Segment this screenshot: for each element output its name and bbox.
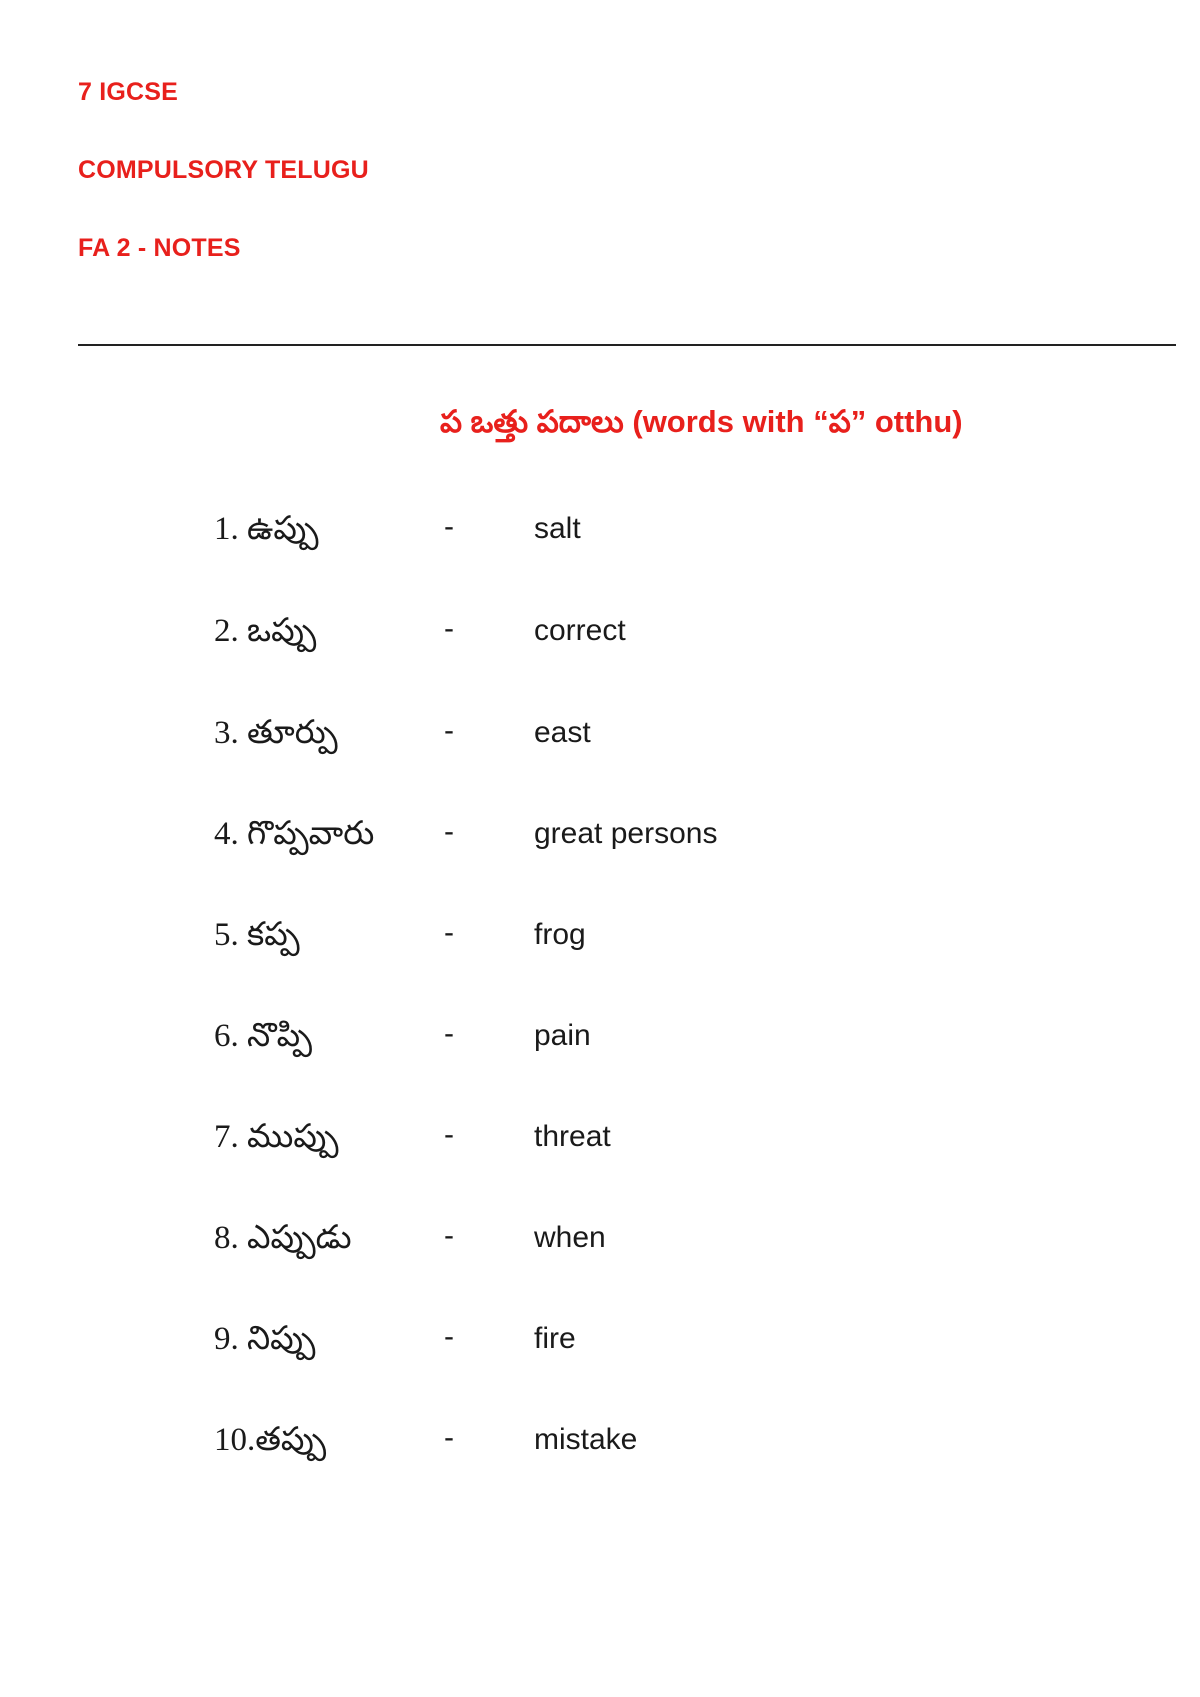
english-meaning: mistake bbox=[534, 1423, 638, 1456]
telugu-word: 4. గొప్పవారు bbox=[214, 816, 375, 852]
english-meaning: east bbox=[534, 716, 591, 749]
section-title: ప ఒత్తు పదాలు (words with “ప” otthu) bbox=[440, 404, 963, 439]
english-meaning: threat bbox=[534, 1120, 611, 1153]
vocab-row bbox=[0, 1320, 1200, 1380]
english-meaning: when bbox=[534, 1221, 606, 1254]
english-meaning: fire bbox=[534, 1322, 576, 1355]
english-meaning: salt bbox=[534, 512, 581, 545]
separator-dash: - bbox=[444, 916, 454, 949]
english-meaning: pain bbox=[534, 1019, 591, 1052]
subject-label: COMPULSORY TELUGU bbox=[78, 156, 369, 184]
vocab-row bbox=[0, 1219, 1200, 1279]
separator-dash: - bbox=[444, 1219, 454, 1252]
telugu-word: 7. ముప్పు bbox=[214, 1119, 339, 1155]
english-meaning: frog bbox=[534, 918, 586, 951]
separator-dash: - bbox=[444, 1320, 454, 1353]
separator-dash: - bbox=[444, 1017, 454, 1050]
english-meaning: correct bbox=[534, 614, 626, 647]
telugu-word: 9. నిప్పు bbox=[214, 1321, 316, 1357]
separator-dash: - bbox=[444, 1118, 454, 1151]
separator-dash: - bbox=[444, 714, 454, 747]
vocab-row bbox=[0, 612, 1200, 672]
separator-dash: - bbox=[444, 1421, 454, 1454]
separator-dash: - bbox=[444, 815, 454, 848]
separator-dash: - bbox=[444, 612, 454, 645]
telugu-word: 1. ఉప్పు bbox=[214, 511, 319, 547]
telugu-word: 5. కప్ప bbox=[214, 917, 300, 953]
vocab-row bbox=[0, 510, 1200, 570]
vocab-row bbox=[0, 714, 1200, 774]
separator-dash: - bbox=[444, 510, 454, 543]
telugu-word: 3. తూర్పు bbox=[214, 715, 338, 751]
english-meaning: great persons bbox=[534, 817, 718, 850]
telugu-word: 8. ఎప్పుడు bbox=[214, 1220, 352, 1256]
telugu-word: 6. నొప్పి bbox=[214, 1018, 313, 1054]
telugu-word: 10.తప్పు bbox=[214, 1422, 327, 1458]
vocab-row bbox=[0, 916, 1200, 976]
vocab-row bbox=[0, 1118, 1200, 1178]
class-label: 7 IGCSE bbox=[78, 78, 179, 106]
vocab-row bbox=[0, 815, 1200, 875]
telugu-word: 2. ఒప్పు bbox=[214, 613, 317, 649]
vocab-row bbox=[0, 1017, 1200, 1077]
notes-title: FA 2 - NOTES bbox=[78, 234, 241, 262]
vocab-row bbox=[0, 1421, 1200, 1481]
